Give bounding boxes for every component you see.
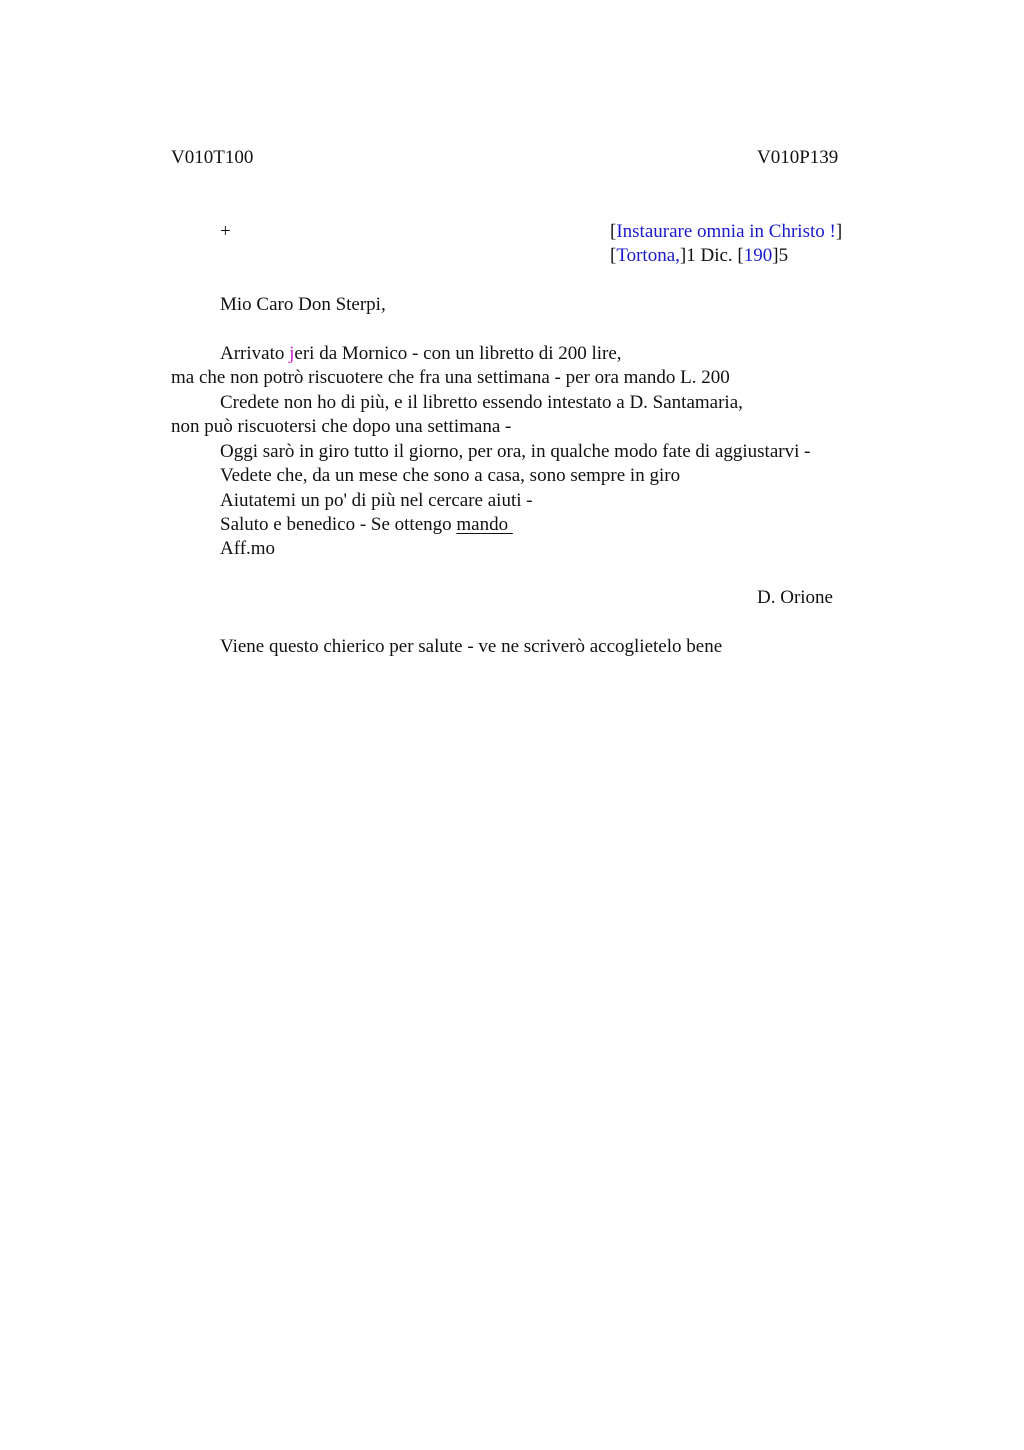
body-line [220,513,513,537]
date-line [610,244,788,268]
document-code-right: V010P139 [757,147,839,168]
body-line: non può riscuotersi che dopo una settimana - [171,416,512,437]
date-year-part: 190 [743,245,773,266]
body-line: Oggi sarò in giro tutto il giorno, per ora, in qualche modo fate di aggiustarvi - [220,441,811,462]
body-line: Credete non ho di più, e il libretto essendo intestato a D. Santamaria, [220,392,743,413]
date-place: Tortona, [616,245,680,266]
body-text-correction: j [289,343,295,364]
bracket: ] [835,221,843,242]
body-text: Saluto e benedico - Se ottengo [220,514,457,535]
closing: Aff.mo [220,538,276,559]
motto-text: Instaurare omnia in Christo ! [616,221,836,242]
bracket: [ [610,221,617,242]
signature: D. Orione [757,587,833,608]
salutation: Mio Caro Don Sterpi, [220,294,386,315]
underlined-text: mando [456,514,513,535]
body-text: Arrivato [220,343,290,364]
cross-symbol: + [220,221,231,242]
body-line: ma che non potrò riscuotere che fra una settimana - per ora mando L. 200 [171,367,730,388]
body-line: Aiutatemi un po' di più nel cercare aiuti - [220,490,533,511]
body-line [220,342,622,366]
motto-line [610,220,842,244]
postscript: Viene questo chierico per salute - ve ne scriverò accoglietelo bene [220,636,723,657]
body-line: Vedete che, da un mese che sono a casa, sono sempre in giro [220,465,681,486]
date-mid: ]1 Dic. [ [679,245,744,266]
body-text: eri da Mornico - con un libretto di 200 lire, [294,343,622,364]
bracket: [ [610,245,617,266]
document-code-left: V010T100 [171,147,254,168]
date-end: ]5 [772,245,789,266]
